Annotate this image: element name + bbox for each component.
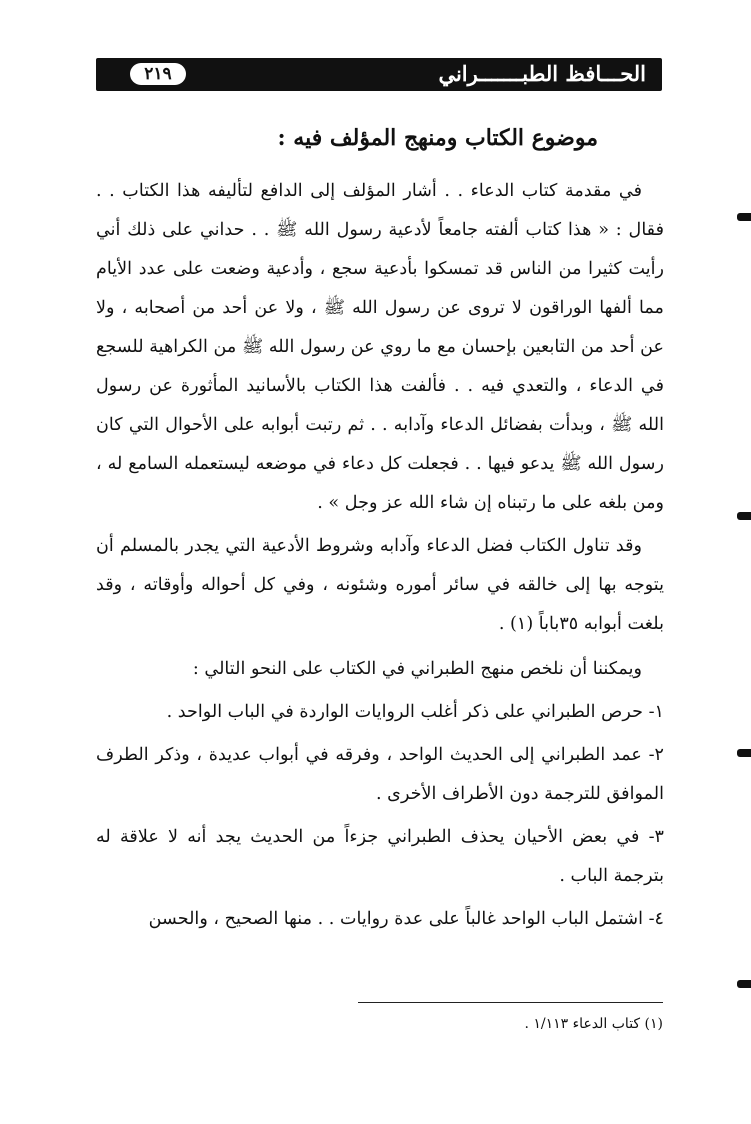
method-intro-paragraph: ويمكننا أن نلخص منهج الطبراني في الكتاب على النحو التالي :	[192, 659, 642, 679]
header-title: الحـــافظ الطبـــــــراني	[438, 61, 646, 86]
page-edge-mark	[737, 213, 751, 221]
running-header	[96, 58, 662, 91]
method-point-3: ٣- في بعض الأحيان يحذف الطبراني جزءاً من الحديث يجد أنه لا علاقة له بترجمة الباب .	[96, 827, 664, 886]
page-body	[96, 118, 664, 939]
page-edge-mark	[737, 980, 751, 988]
page-number: ٢١٩	[130, 63, 186, 85]
intro-paragraph: في مقدمة كتاب الدعاء . . أشار المؤلف إلى الدافع لتأليفه هذا الكتاب . . فقال : « هذا كتاب ألفته جامعاً لأدعية رسول الله ﷺ . . حداني على ذلك أني رأيت كثيرا من الناس قد تمسكوا بأدعية سجع ، وأدعية وضعت على عدد الأيام مما ألفها الوراقون لا تروى عن رسول الله ﷺ ، ولا عن أحد من أصحابه ، ولا عن أحد من التابعين بإحسان مع ما روي عن رسول الله ﷺ من الكراهية للسجع في الدعاء ، والتعدي فيه . . فألفت هذا الكتاب بالأسانيد المأثورة عن رسول الله ﷺ ، وبدأت بفضائل الدعاء وآدابه . . ثم رتبت أبوابه على الأحوال التي كان رسول الله ﷺ يدعو فيها . . فجعلت كل دعاء في موضعه ليستعمله السامع له ، ومن بلغه على ما رتبناه إن شاء الله عز وجل » .	[96, 181, 664, 513]
page-edge-mark	[737, 512, 751, 520]
book-contents-paragraph: وقد تناول الكتاب فضل الدعاء وآدابه وشروط الأدعية التي يجدر بالمسلم أن يتوجه بها إلى خالقه في سائر أموره وشئونه ، وفي كل أحواله وأوقاته ، وقد بلغت أبوابه ٣٥باباً (١) .	[96, 536, 664, 634]
method-point-4: ٤- اشتمل الباب الواحد غالباً على عدة روايات . . منها الصحيح ، والحسن	[148, 909, 664, 929]
method-point-1: ١- حرص الطبراني على ذكر أغلب الروايات الواردة في الباب الواحد .	[166, 702, 664, 722]
method-point-2: ٢- عمد الطبراني إلى الحديث الواحد ، وفرقه في أبواب عديدة ، وذكر الطرف الموافق للترجمة دون الأطراف الأخرى .	[96, 745, 664, 804]
footnote: (١) كتاب الدعاء ١/١١٣ .	[524, 1016, 663, 1032]
section-heading: موضوع الكتاب ومنهج المؤلف فيه :	[277, 125, 598, 151]
footnote-divider	[358, 1002, 663, 1003]
page-edge-mark	[737, 749, 751, 757]
